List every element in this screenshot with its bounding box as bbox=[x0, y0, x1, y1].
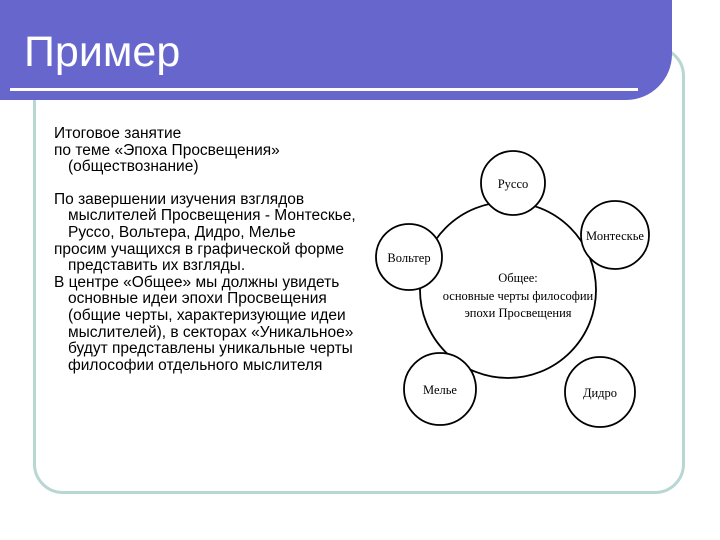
node-russo-label: Руссо bbox=[497, 177, 529, 191]
node-montesquieu-label: Монтескье bbox=[586, 229, 644, 243]
node-voltaire-label: Вольтер bbox=[387, 251, 431, 265]
center-label-2: основные черты философии bbox=[442, 289, 594, 303]
center-label-3: эпохи Просвещения bbox=[464, 306, 572, 320]
node-diderot-label: Дидро bbox=[582, 386, 618, 400]
heading-line-1: Итоговое занятие bbox=[54, 125, 182, 142]
slide-text bbox=[54, 126, 372, 374]
paragraph-1: По завершении изучения взглядов мыслителей Просвещения - Монтескье, Руссо, Вольтера, Дидро, Мелье bbox=[54, 190, 356, 241]
title-underline bbox=[10, 88, 638, 91]
thinkers-diagram bbox=[360, 135, 690, 435]
node-meslier-label: Мелье bbox=[423, 383, 457, 397]
center-label-1: Общее: bbox=[498, 271, 538, 285]
paragraph-3: В центре «Общее» мы должны увидеть основные идеи эпохи Просвещения (общие черты, характеризующие идеи мыслителей), в секторах «Уникальное» будут представлены уникальные черты философии отдельного мыслителя bbox=[54, 273, 354, 374]
heading-line-2: по теме «Эпоха Просвещения» (обществознание) bbox=[54, 141, 280, 176]
paragraph-2: просим учащихся в графической форме представить их взгляды. bbox=[54, 240, 344, 275]
slide-title: Пример bbox=[24, 28, 181, 76]
title-bar bbox=[0, 0, 672, 100]
